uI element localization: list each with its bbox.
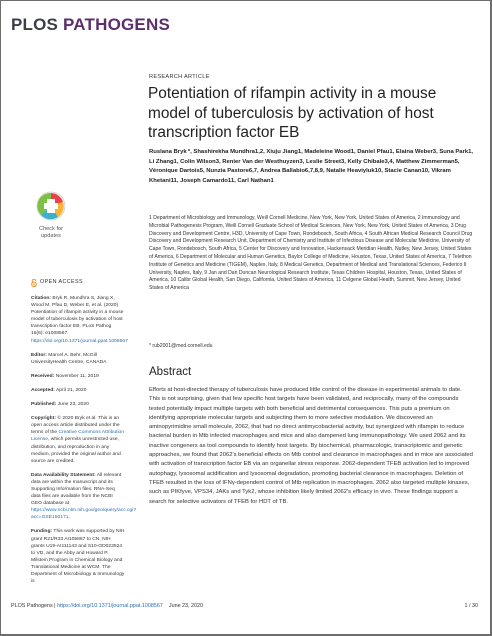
received-date: November 11, 2019 xyxy=(55,373,99,379)
affiliations: 1 Department of Microbiology and Immunology, Weill Cornell Medicine, New York, New York, United States of America, 2 Immunology and Microbial Pathogenesis Program, Weill Cornell Graduate School of Medical Sciences, New York, New York, United States of America, 3 Drug Discovery and Development Centre, H3D, University of Cape Town, Rondebosch, South Africa, 4 South African Medical Research Council Drug Discovery and Development Research Unit, Department of Chemistry and Institute of Infectious Disease and Molecular Medicine, University of Cape Town, Rondebosch, South Africa, 5 Center for Discovery and Innovation, Hackensack Meridian Health, Nutley, New Jersey, United States of America, 6 Department of Molecular and Human Genetics, Baylor College of Medicine, Houston, Texas, United States of America, 7 Telethon Institute of Genetics and Medicine (TIGEM), Naples, Italy, 8 Medical Genetics, Department of Medical and Translational Sciences, Federico II University, Naples, Italy, 9 Jan and Dan Duncan Neurological Research Institute, Texas Children Hospital, Houston, Texas, United States of America, 10 Calibr Global Health, San Diego, California, United States of America, 11 Celgene Global Health, Summit, New Jersey, United States of America xyxy=(149,215,473,292)
data-availability-label: Data Availability Statement: xyxy=(31,472,96,478)
crossmark-label-1: Check for xyxy=(39,226,63,232)
article-title: Potentiation of rifampin activity in a mouse model of tuberculosis by activation of host transcription factor EB xyxy=(148,85,437,141)
contact-email[interactable]: * rub2001@med.cornell.edu xyxy=(149,343,213,349)
editor-text: Marcel A. Behr, McGill UniversityHealth Centre, CANADA xyxy=(31,352,107,365)
citation-text: Bryk R, Mundhra S, Jiang X, Wood M, Pfau D, Weber E, et al. (2020) Potentiation of rifampin activity in a mouse model of tuberculosis by activation of host transcription factor EB. PLoS Pathog 16(6): e1008567. xyxy=(31,296,124,337)
open-access-label xyxy=(31,279,125,287)
data-availability-block xyxy=(31,472,137,522)
data-availability-text-2: . xyxy=(68,515,70,521)
citation-block xyxy=(31,295,128,345)
abstract-heading: Abstract xyxy=(149,366,192,378)
journal-name-plos: PLOS xyxy=(11,15,59,34)
copyright-block xyxy=(31,415,125,465)
funding-text: This work was supported by NIH grant R21/R33 AI105867 to CN, NIH grants U19-AI111143 and S10-OD023524 to VD, and the Abby and Howard P. Milstein Program in Chemical Biology and Translational Medicine at WCM. The Department of Microbiology & Immunology is xyxy=(31,529,125,585)
copyright-text-2: , which permits unrestricted use, distribution, and reproduction in any medium, provided the original author and source are credited. xyxy=(31,437,121,464)
published-block xyxy=(31,401,125,408)
footer-citation xyxy=(11,603,203,609)
footer-doi-link[interactable]: https://doi.org/10.1371/journal.ppat.1008567 xyxy=(57,603,163,609)
journal-name-pathogens: PATHOGENS xyxy=(63,15,170,34)
accepted-date: April 21, 2020 xyxy=(55,387,87,393)
paper-page xyxy=(1,1,490,634)
footer-date: June 23, 2020 xyxy=(168,603,204,609)
citation-doi-link[interactable]: https://doi.org/10.1371/journal.ppat.1008567 xyxy=(31,338,128,344)
article-info-sidebar xyxy=(31,279,137,592)
data-availability-text-1: All relevant data are within the manuscript and its Supporting Information files. RNA-Seq data files are available from the NCBI GEO database at xyxy=(31,472,122,507)
open-lock-icon xyxy=(31,279,37,287)
author-list xyxy=(149,148,474,186)
check-for-updates-badge[interactable] xyxy=(31,188,71,240)
editor-block xyxy=(31,352,125,366)
footer-journal: PLOS Pathogens | xyxy=(11,603,58,609)
copyright-label: Copyright: xyxy=(31,416,56,422)
abstract-body: Efforts at host-directed therapy of tuberculosis have produced little control of the disease in experimental animals to date. This is not surprising, given that few specific host targets have been validated, and reciprocally, many of the compounds tested potentially impact multiple targets with both beneficial and detrimental consequences. This puts a premium on identifying appropriate molecular targets and subjecting them to more selective modulation. We discovered an aminopyrimidine small molecule, 2062, that had no direct antimycobacterial activity, but synergized with rifampin to reduce bacterial burden in Mtb infected macrophages and mice and also dampened lung immunopathology. We used 2062 and its inactive congeners as tool compounds to identify host targets. By biochemical, pharmacologic, transcriptomic and genetic approaches, we found that 2062's beneficial effects on Mtb control and clearance in macrophages and in mice are associated with activation of transcription factor EB via an organellar stress response. 2062-dependent TFEB activation led to improved autophagy, lysosomal acidification and lysosomal degradation, promoting bacterial clearance in macrophages. Deletion of TFEB resulted in the loss of IFNγ-dependent control of Mtb replication in macrophages. 2062 also targeted multiple kinases, such as PIKfyve, VPS34, JAKs and Tyk2, whose inhibition likely limited 2062's efficacy in vivo. These findings support a search for selective activators of TFEB for HDT of TB. xyxy=(149,387,473,505)
citation-label: Citation: xyxy=(31,296,52,301)
funding-label: Funding: xyxy=(31,529,53,535)
published-date: June 23, 2020 xyxy=(57,402,89,408)
license-link[interactable]: Creative Commons Attribution License xyxy=(31,430,125,443)
accepted-block xyxy=(31,387,125,394)
funding-block xyxy=(31,528,125,585)
published-label: Published: xyxy=(31,402,57,408)
open-access-text: OPEN ACCESS xyxy=(40,279,84,286)
received-block xyxy=(31,373,125,380)
crossmark-label-2: updates xyxy=(41,233,61,239)
received-label: Received: xyxy=(31,373,55,379)
editor-label: Editor: xyxy=(31,352,47,358)
accepted-label: Accepted: xyxy=(31,387,55,393)
article-type: RESEARCH ARTICLE xyxy=(149,74,210,80)
page-number: 1 / 30 xyxy=(464,603,478,609)
crossmark-icon xyxy=(31,188,71,240)
authors-text: Ruslana Bryk *, Shashirekha Mundhra1,2, Xiuju Jiang1, Madeleine Wood1, Daniel Pfau1, Elaina Weber3, Suna Park1, Li Zhang1, Colin Wilson3, Renier Van der Westhuyzen3, Leslie Street3, Kelly Chibale3,4, Matthew Zimmerman5, Véronique Dartois5, Nunzia Pastore6,7, Andrea Ballabio6,7,8,9, Natalie Heaviyluk10, Stacie Canan10, Vikram Khetani11, Joseph Camardo11, Carl Nathan1 xyxy=(149,149,474,184)
copyright-text-1: © 2020 Bryk et al. This is an open access article distributed under the terms of the xyxy=(31,416,120,436)
geo-database-link[interactable]: https://www.ncbi.nlm.nih.gov/geo/query/acc.cgi?acc=GSE150171 xyxy=(31,508,137,521)
journal-logo xyxy=(11,15,170,35)
